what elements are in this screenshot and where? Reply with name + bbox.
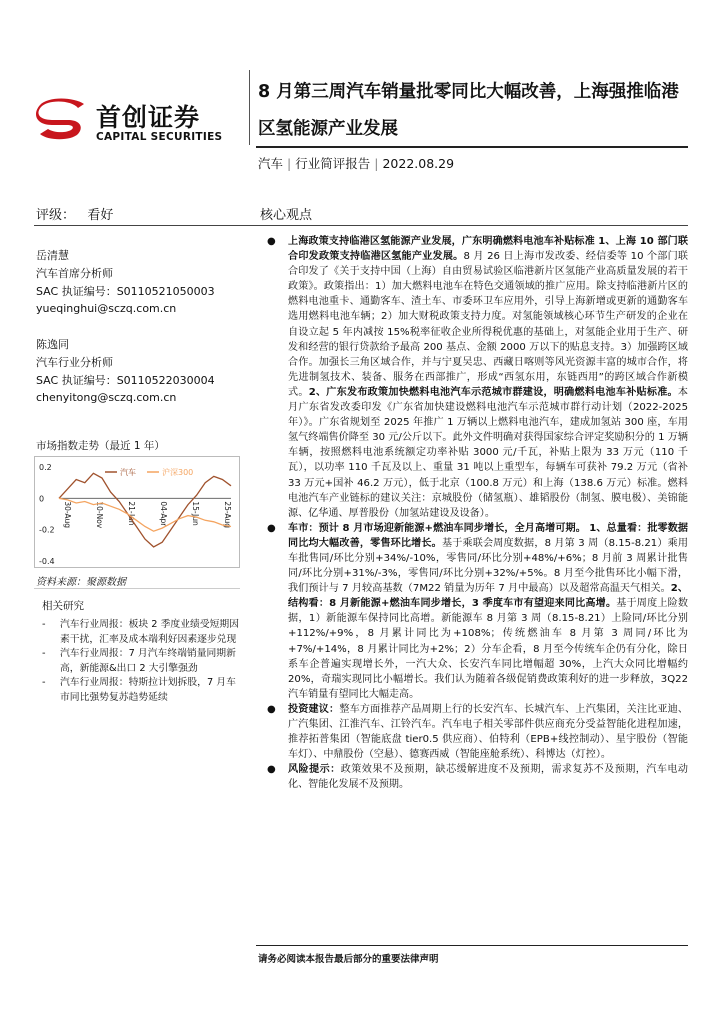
report-sector: 汽车 bbox=[258, 156, 284, 171]
analyst-email[interactable]: chenyitong@sczq.com.cn bbox=[36, 391, 177, 405]
x-tick-label: 04-Apr bbox=[159, 501, 168, 527]
analyst-sac: SAC 执证编号：S0110522030004 bbox=[36, 373, 215, 387]
market-index-chart bbox=[34, 456, 240, 568]
bullet-market bbox=[262, 521, 688, 702]
analyst-card bbox=[36, 247, 242, 318]
bullet-dot-icon: ● bbox=[267, 703, 276, 715]
analyst-name: 陈逸同 bbox=[36, 338, 69, 351]
series-line bbox=[59, 498, 231, 531]
y-tick-label: -0.2 bbox=[39, 525, 55, 535]
bullet-text: 8 月 26 日上海市发改委、经信委等 10 个部门联合印发了《关于支持中国（上海）自由贸易试验区临港新片区氢能产业高质量发展的若干政策》。政策指出：1）加大燃料电池车在特色交通领域的推广应用。除支持临港新片区的燃料电池重卡、通勤客车、渣土车、市委环卫车应用外，引导上海新增或更新的通勤客车选用燃料电池车辆；2）加大财税政策支持力度。对氢能领域核心环节生产研发的企业在自设立起 5 年内减按 15%税率征收企业所得税优惠的基础上，对氢能企业用于生产、研发和经营的银行贷款给予最高 200 基点、金额 2000 万以下的贴息支持。3）加强跨区域合作。加强长三角区域合作，并与宁夏吴忠、西藏日喀则等风光资源丰富的城市合作，将先进制氢技术、装备、服务在西部推广，形成“西氢东用，东链西用”的跨区域合作新模式。 bbox=[288, 251, 688, 398]
bullet-text: 本月广东省发改委印发《广东省加快建设燃料电池汽车示范城市群行动计划（2022-2025 年）》。广东省规划至 2025 年推广 1 万辆以上燃料电池汽车，建成加氢站 300 座，车用氢气终端售价降至 30 元/公斤以下。此外文件明确对获得国家综合评定奖励积分的 1 万辆车辆，按照燃料电池系统额定功率补贴 3000 元/千瓦，补贴上限为 33 万元（110 千瓦），以功率 110 千瓦及以上、重量 31 吨以上重型车，每辆车可获补 79.2 万元（省补 33 万元+国补 46.2 万元），低于北京（100.8 万元）和上海（138.6 万元）标准。燃料电池汽车产业链标的建议关注：京城股份（储氢瓶）、雄韬股份（制氢、膜电极）、美锦能源、亿华通、厚普股份（加氢站建设及设备）。 bbox=[288, 386, 688, 519]
x-tick-label: 10-Nov bbox=[95, 501, 104, 529]
bullet-investment bbox=[262, 702, 688, 762]
x-tick-label: 25-Aug bbox=[223, 501, 232, 529]
y-tick-label: -0.4 bbox=[39, 557, 55, 566]
title-rule bbox=[256, 146, 688, 148]
rating-value: 看好 bbox=[87, 208, 114, 223]
bullet-dot-icon: ● bbox=[267, 236, 276, 247]
bullet-subtitle: 1、总量看：批零数据同比均大幅改善，零售环比增长。 bbox=[288, 522, 688, 549]
bullet-text: 政策效果不及预期，缺芯缓解进度不及预期，需求复苏不及预期，汽车电动化、智能化发展不及预期。 bbox=[288, 764, 689, 791]
analyst-card bbox=[36, 336, 242, 407]
report-date: 2022.08.29 bbox=[382, 156, 455, 171]
title-divider bbox=[249, 70, 250, 145]
bullet-subtitle: 1、上海 10 部门联合印发政策支持临港区氢能产业发展。 bbox=[288, 236, 688, 263]
rating bbox=[36, 204, 113, 223]
brand-name-cn: 首创证券 bbox=[96, 103, 201, 132]
separator: | bbox=[287, 156, 292, 171]
bullet-heading: 风险提示： bbox=[288, 764, 341, 776]
related-item[interactable]: - 汽车行业周报：板块 2 季度业绩受短期因素干扰，汇率及成本端利好因素逐步兑现 bbox=[40, 618, 240, 647]
core-view-label: 核心观点 bbox=[260, 208, 313, 223]
related-item[interactable]: - 汽车行业周报：特斯拉计划拆股，7 月车市同比强势复苏趋势延续 bbox=[40, 676, 240, 705]
separator: | bbox=[374, 156, 379, 171]
bullet-policy bbox=[262, 234, 688, 521]
chart-svg bbox=[35, 457, 239, 567]
analyst-name: 岳清慧 bbox=[36, 249, 69, 262]
analyst-email[interactable]: yueqinghui@sczq.com.cn bbox=[36, 302, 177, 316]
core-view-body bbox=[262, 234, 688, 792]
brand-name-en: CAPITAL SECURITIES bbox=[96, 131, 223, 143]
report-subhead bbox=[258, 154, 454, 172]
bullet-dot-icon: ● bbox=[267, 764, 276, 776]
rating-row bbox=[34, 200, 688, 230]
bullet-subtitle: 2、广东发布政策加快燃料电池汽车示范城市群建设，明确燃料电池车补贴标准。 bbox=[308, 386, 678, 398]
x-tick-label: 30-Aug bbox=[63, 501, 72, 529]
legend-label: 汽车 bbox=[120, 468, 136, 477]
bullet-risk bbox=[262, 762, 688, 792]
bullet-text: 基于乘联会周度数据，8 月第 3 周（8.15-8.21）乘用车批售同/环比分别+34%/-10%，零售同/环比分别+48%/+6%；8 月前 3 周累计批售同/环比分别+31%/-3%，零售同/环比分别+32%/+5%。8 月至今批售环比小幅下滑，我们预计与 7 月较高基数（7M22 销量为历年 7 月中最高）以及超常高温天气相关。 bbox=[288, 537, 688, 595]
bullet-heading: 上海政策支持临港区氢能源产业发展，广东明确燃料电池车补贴标准 bbox=[288, 236, 595, 247]
bullet-text: 整车方面推荐产品周期上行的长安汽车、长城汽车、上汽集团，关注比亚迪、广汽集团、江淮汽车、江铃汽车。汽车电子相关零部件供应商充分受益智能化进程加速，推荐拓普集团（智能底盘 tier0.5 供应商）、伯特利（EPB+线控制动）、星宇股份（智能车灯）、中鼎股份（空悬）、德赛西威（智能座舱系统）、科博达（灯控）。 bbox=[288, 703, 689, 761]
analyst-sac: SAC 执证编号：S0110521050003 bbox=[36, 284, 215, 298]
bullet-heading: 投资建议： bbox=[288, 703, 340, 715]
x-tick-label: 15-Jun bbox=[191, 501, 200, 526]
related-research-title: 相关研究 bbox=[42, 600, 84, 612]
chart-source: 资料来源：聚源数据 bbox=[36, 577, 126, 588]
y-tick-label: 0.2 bbox=[39, 463, 52, 472]
analyst-role: 汽车行业分析师 bbox=[36, 355, 113, 369]
logo-mark-icon bbox=[34, 98, 86, 142]
left-separator bbox=[34, 588, 240, 589]
rating-rule bbox=[34, 225, 688, 226]
footer-rule bbox=[256, 945, 688, 946]
bullet-heading: 车市：预计 8 月市场迎新能源+燃油车同步增长，全月高增可期。 bbox=[288, 522, 586, 534]
rating-label: 评级： bbox=[36, 208, 76, 223]
analyst-role: 汽车首席分析师 bbox=[36, 266, 113, 280]
report-title: 8 月第三周汽车销量批零同比大幅改善，上海强推临港区氢能源产业发展 bbox=[258, 82, 679, 139]
chart-title: 市场指数走势（最近 1 年） bbox=[36, 440, 165, 452]
company-logo bbox=[34, 98, 234, 148]
bullet-subtitle: 2、结构看：8 月新能源+燃油车同步增长，3 季度车市有望迎来同比高增。 bbox=[288, 583, 688, 610]
series-line bbox=[59, 473, 231, 547]
y-tick-label: 0 bbox=[39, 494, 45, 504]
legend-label: 沪深300 bbox=[162, 468, 194, 477]
bullet-dot-icon: ● bbox=[267, 522, 276, 534]
x-tick-label: 21-Jan bbox=[127, 501, 136, 526]
report-type: 行业简评报告 bbox=[295, 156, 371, 171]
related-item[interactable]: - 汽车行业周报：7 月汽车终端销量同期新高，新能源&出口 2 大引擎强劲 bbox=[40, 647, 240, 676]
legal-notice: 请务必阅读本报告最后部分的重要法律声明 bbox=[258, 954, 439, 965]
bullet-text: 基于周度上险数据，1）新能源车保持同比高增。新能源车 8 月第 3 周（8.15-8.21）上险同/环比分别+112%/+9%，8 月累计同比为+108%；传统燃油车 8 月第 3 周同/环比为+7%/+14%，8 月累计同比为+2%；2）分车企看，8 月至今传统车企仍有分化，除日系车企普遍实现增长外，一汽大众、长安汽车同比增幅超 30%，上汽大众同比增幅约 20%，奇瑞实现同比小幅增长。我们认为随着各级促销费政策利好的进一步释放，3Q22 汽车销量有望同比大幅走高。 bbox=[288, 598, 689, 700]
related-research-list bbox=[40, 618, 240, 706]
